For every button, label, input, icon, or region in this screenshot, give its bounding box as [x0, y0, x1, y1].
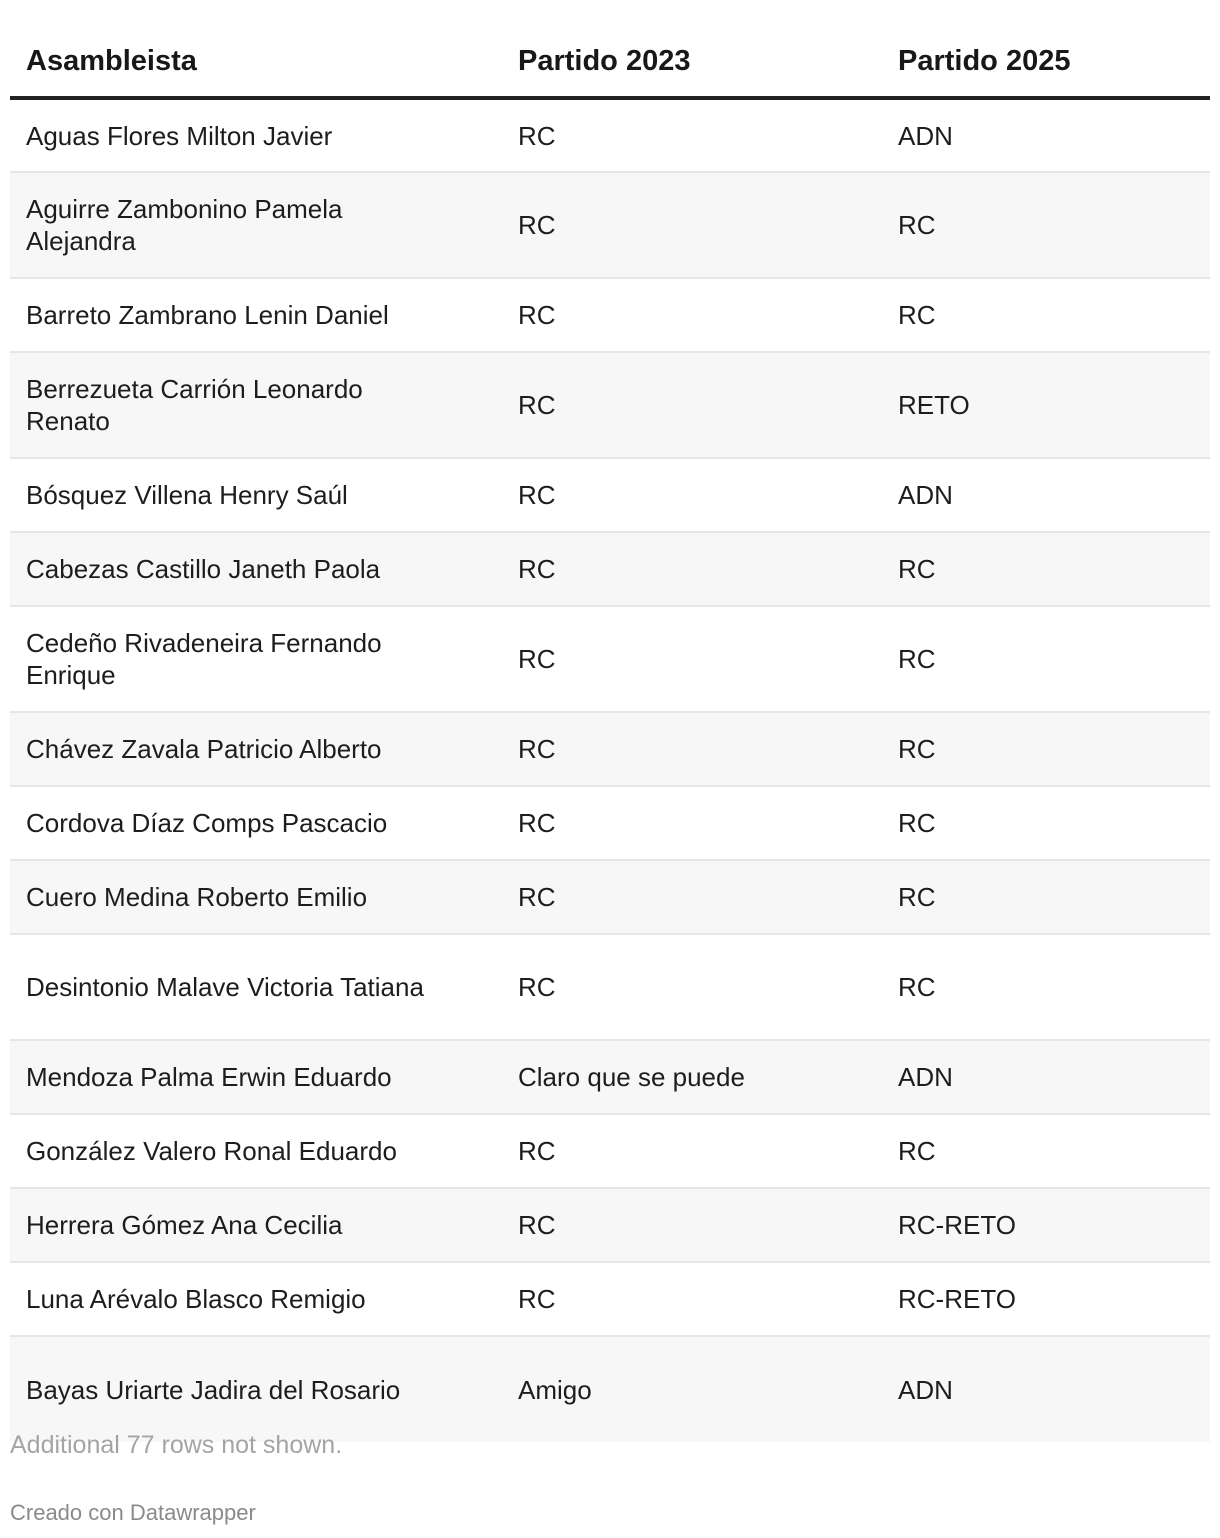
- table-row: [10, 1114, 1210, 1188]
- cell-partido-2023: Amigo: [502, 1336, 882, 1442]
- cell-partido-2023: RC: [502, 172, 882, 278]
- cell-partido-2023: RC: [502, 1114, 882, 1188]
- data-table: [10, 26, 1210, 1442]
- table-row: [10, 1188, 1210, 1262]
- cell-partido-2023: RC: [502, 352, 882, 458]
- cell-partido-2025: RETO: [882, 352, 1210, 458]
- cell-asambleista: Luna Arévalo Blasco Remigio: [10, 1262, 502, 1336]
- table-body: [10, 98, 1210, 1442]
- column-header-partido-2025[interactable]: Partido 2025: [882, 26, 1210, 98]
- cell-partido-2023: RC: [502, 1262, 882, 1336]
- cell-asambleista: Bósquez Villena Henry Saúl: [10, 458, 502, 532]
- cell-partido-2023: RC: [502, 712, 882, 786]
- credit-line: Creado con Datawrapper: [10, 1500, 256, 1525]
- cell-partido-2025: ADN: [882, 1040, 1210, 1114]
- cell-partido-2023: RC: [502, 786, 882, 860]
- cell-partido-2025: RC-RETO: [882, 1188, 1210, 1262]
- cell-partido-2023: RC: [502, 606, 882, 712]
- table-row: [10, 1336, 1210, 1442]
- cell-partido-2023: RC: [502, 532, 882, 606]
- table-row: [10, 458, 1210, 532]
- cell-partido-2025: RC: [882, 1114, 1210, 1188]
- cell-asambleista: Cordova Díaz Comps Pascacio: [10, 786, 502, 860]
- table-row: [10, 934, 1210, 1040]
- cell-partido-2025: RC: [882, 172, 1210, 278]
- cell-asambleista: Barreto Zambrano Lenin Daniel: [10, 278, 502, 352]
- cell-asambleista: González Valero Ronal Eduardo: [10, 1114, 502, 1188]
- cell-partido-2025: RC: [882, 278, 1210, 352]
- cell-asambleista: Berrezueta Carrión Leonardo Renato: [10, 352, 502, 458]
- cell-asambleista: Cedeño Rivadeneira Fernando Enrique: [10, 606, 502, 712]
- table-row: [10, 172, 1210, 278]
- cell-asambleista: Mendoza Palma Erwin Eduardo: [10, 1040, 502, 1114]
- cell-partido-2025: RC: [882, 786, 1210, 860]
- table-notes: Additional 77 rows not shown.: [10, 1431, 343, 1459]
- cell-asambleista: Cuero Medina Roberto Emilio: [10, 860, 502, 934]
- cell-asambleista: Aguas Flores Milton Javier: [10, 98, 502, 172]
- cell-partido-2025: ADN: [882, 98, 1210, 172]
- table-header: [10, 26, 1210, 98]
- cell-partido-2023: RC: [502, 278, 882, 352]
- table-row: [10, 786, 1210, 860]
- cell-partido-2025: RC: [882, 934, 1210, 1040]
- cell-partido-2025: ADN: [882, 1336, 1210, 1442]
- table-row: [10, 1262, 1210, 1336]
- table-row: [10, 532, 1210, 606]
- cell-partido-2023: RC: [502, 934, 882, 1040]
- header-row: [10, 26, 1210, 98]
- cell-asambleista: Bayas Uriarte Jadira del Rosario: [10, 1336, 502, 1442]
- cell-partido-2025: ADN: [882, 458, 1210, 532]
- cell-partido-2023: RC: [502, 860, 882, 934]
- table-row: [10, 712, 1210, 786]
- cell-asambleista: Aguirre Zambonino Pamela Alejandra: [10, 172, 502, 278]
- cell-partido-2023: RC: [502, 98, 882, 172]
- table-row: [10, 352, 1210, 458]
- cell-partido-2025: RC: [882, 860, 1210, 934]
- table-row: [10, 278, 1210, 352]
- cell-asambleista: Chávez Zavala Patricio Alberto: [10, 712, 502, 786]
- cell-partido-2023: RC: [502, 458, 882, 532]
- table-row: [10, 1040, 1210, 1114]
- cell-asambleista: Cabezas Castillo Janeth Paola: [10, 532, 502, 606]
- column-header-partido-2023[interactable]: Partido 2023: [502, 26, 882, 98]
- cell-partido-2023: RC: [502, 1188, 882, 1262]
- cell-partido-2025: RC: [882, 532, 1210, 606]
- cell-partido-2025: RC: [882, 712, 1210, 786]
- table-row: [10, 860, 1210, 934]
- cell-partido-2023: Claro que se puede: [502, 1040, 882, 1114]
- column-header-asambleista[interactable]: Asambleista: [10, 26, 502, 98]
- cell-partido-2025: RC: [882, 606, 1210, 712]
- cell-asambleista: Desintonio Malave Victoria Tatiana: [10, 934, 502, 1040]
- table-row: [10, 606, 1210, 712]
- cell-asambleista: Herrera Gómez Ana Cecilia: [10, 1188, 502, 1262]
- table-row: [10, 98, 1210, 172]
- cell-partido-2025: RC-RETO: [882, 1262, 1210, 1336]
